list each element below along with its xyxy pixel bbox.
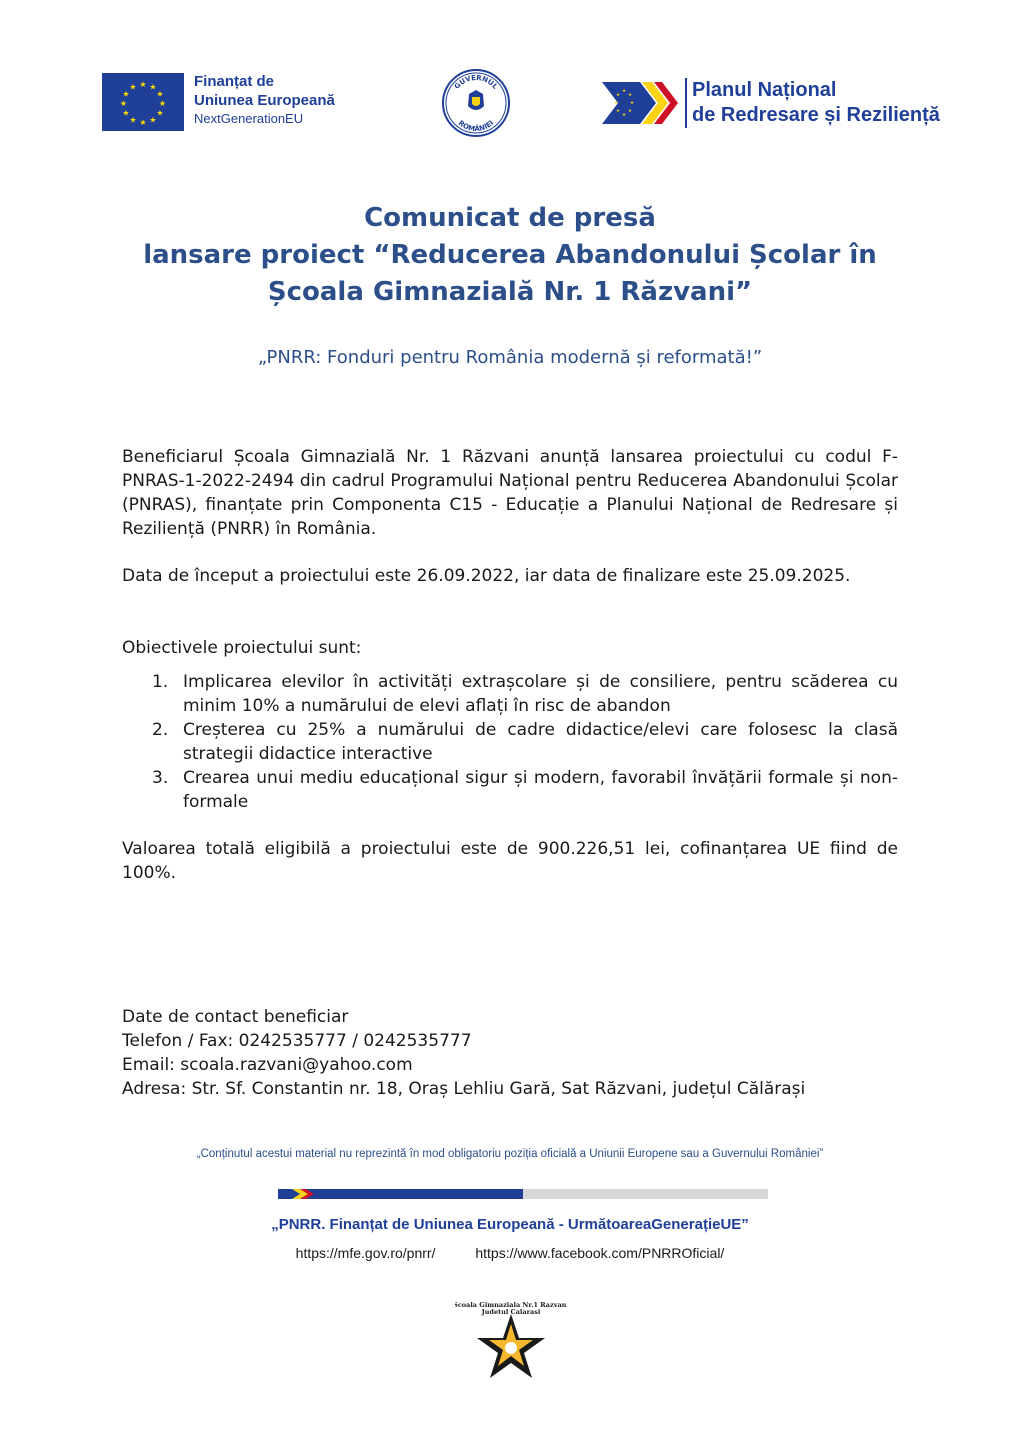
eu-flag-logo	[102, 73, 184, 131]
list-item	[122, 670, 898, 718]
svg-text:★: ★	[149, 115, 157, 125]
press-release-title	[60, 200, 960, 311]
title-line3: Școala Gimnazială Nr. 1 Răzvani”	[267, 277, 753, 307]
footer-links	[60, 1245, 960, 1261]
list-item-text: Crearea unui mediu educațional sigur și modern, favorabil învățării formale și non-formale	[183, 768, 898, 812]
list-item	[122, 718, 898, 766]
svg-text:★: ★	[129, 115, 137, 125]
svg-text:★: ★	[122, 108, 130, 118]
svg-text:★: ★	[629, 101, 635, 106]
government-seal-icon	[441, 68, 511, 138]
eu-funding-label	[194, 72, 394, 128]
footer-bar-graphic	[278, 1189, 768, 1199]
svg-text:★: ★	[627, 109, 633, 114]
svg-text:★: ★	[139, 80, 147, 89]
objectives-list	[122, 670, 898, 814]
svg-text:Scoala Gimnaziala Nr.1 Razvani: Scoala Gimnaziala Nr.1 Razvani	[455, 1301, 567, 1309]
svg-text:ROMÂNIEI: ROMÂNIEI	[456, 118, 496, 134]
svg-text:★: ★	[158, 99, 167, 108]
title-line1: Comunicat de presă	[364, 203, 656, 233]
contact-block	[122, 1005, 922, 1101]
svg-text:★: ★	[139, 118, 147, 127]
list-item	[122, 766, 898, 814]
objectives-section	[122, 636, 898, 814]
svg-text:Judetul Calarasi: Judetul Calarasi	[481, 1308, 541, 1316]
pnrr-slogan: „PNRR: Fonduri pentru România modernă și reformată!”	[257, 347, 763, 368]
svg-text:★: ★	[613, 101, 619, 106]
pnrr-arrows-icon	[600, 78, 682, 128]
pnrr-label	[692, 78, 982, 128]
svg-text:★: ★	[615, 109, 621, 114]
svg-text:★: ★	[156, 108, 164, 118]
eu-label-line1: Finanțat de	[194, 73, 275, 90]
intro-paragraph: Beneficiarul Școala Gimnazială Nr. 1 Răzvani anunță lansarea proiectului cu codul F-PNRAS-1-2022-2494 din cadrul Programului Național pentru Reducerea Abandonului Școlar (PNRAS), finanțate prin Componenta C15 - Educație a Planului Național de Redresare și Reziliență (PNRR) în România.	[122, 447, 898, 539]
contact-phone: Telefon / Fax: 0242535777 / 0242535777	[122, 1031, 472, 1051]
svg-text:★: ★	[119, 99, 128, 108]
pnrr-divider	[685, 78, 687, 128]
svg-text:★: ★	[149, 82, 157, 92]
value-paragraph: Valoarea totală eligibilă a proiectului este de 900.226,51 lei, cofinanțarea UE fiind de 100%.	[122, 839, 898, 883]
svg-text:★: ★	[621, 89, 627, 94]
list-item-text: Implicarea elevilor în activități extrașcolare și de consiliere, pentru scăderea cu minim 10% a numărului de elevi aflați în risc de abandon	[183, 672, 898, 716]
disclaimer-text: „Conținutul acestui material nu reprezintă în mod obligatoriu poziția oficială a Uniunii Europene sau a Guvernului României”	[196, 1148, 824, 1160]
eu-stars-icon	[102, 73, 184, 131]
list-item-number: 2.	[152, 720, 169, 740]
svg-text:★: ★	[156, 89, 164, 99]
pnrr-label-line1: Planul Național	[692, 79, 837, 101]
eu-label-line3: NextGenerationEU	[194, 111, 304, 126]
svg-text:GUVERNUL: GUVERNUL	[452, 73, 500, 91]
svg-text:★: ★	[129, 82, 137, 92]
objectives-heading: Obiectivele proiectului sunt:	[122, 638, 362, 658]
svg-text:★: ★	[122, 89, 130, 99]
pnrr-label-line2: de Redresare și Reziliență	[692, 104, 940, 126]
link-mfe[interactable]: https://mfe.gov.ro/pnrr/	[295, 1245, 436, 1261]
list-item-number: 1.	[152, 672, 169, 692]
contact-address: Adresa: Str. Sf. Constantin nr. 18, Oraș Lehliu Gară, Sat Răzvani, județul Călărași	[122, 1079, 806, 1099]
svg-text:★: ★	[621, 113, 627, 118]
list-item-number: 3.	[152, 768, 169, 788]
school-logo	[455, 1300, 567, 1382]
footer-slogan: „PNRR. Finanțat de Uniunea Europeană - UrmătoareaGenerațieUE”	[271, 1216, 749, 1233]
svg-text:★: ★	[627, 93, 633, 98]
school-star-logo-icon	[455, 1300, 567, 1382]
contact-email: Email: scoala.razvani@yahoo.com	[122, 1055, 413, 1075]
svg-text:★: ★	[615, 93, 621, 98]
list-item-text: Creșterea cu 25% a numărului de cadre didactice/elevi care folosesc la clasă strategii didactice interactive	[183, 720, 898, 764]
title-line2: lansare proiect “Reducerea Abandonului Școlar în	[143, 240, 877, 270]
dates-paragraph: Data de început a proiectului este 26.09.2022, iar data de finalizare este 25.09.2025.	[122, 566, 851, 586]
footer-progress-bar	[278, 1184, 768, 1194]
eu-label-line2: Uniunea Europeană	[194, 92, 335, 109]
contact-heading: Date de contact beneficiar	[122, 1007, 349, 1027]
link-facebook[interactable]: https://www.facebook.com/PNRROficial/	[475, 1245, 725, 1261]
pnrr-arrow-logo	[600, 78, 682, 128]
romanian-government-seal	[441, 68, 511, 138]
